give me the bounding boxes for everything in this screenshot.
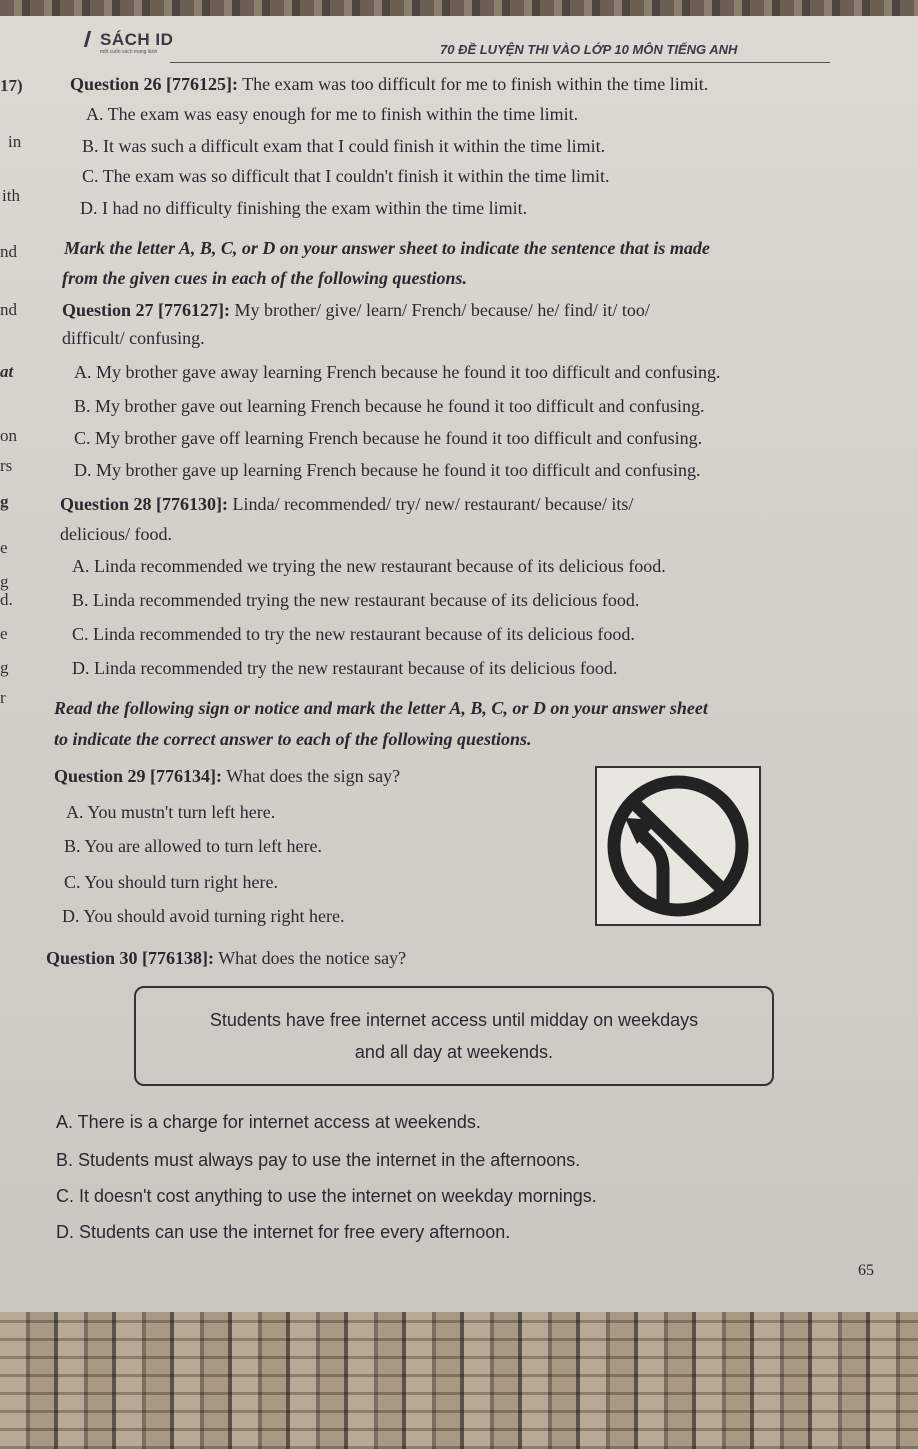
- q30-option-a: A. There is a charge for internet access at weekends.: [56, 1112, 481, 1132]
- q26-option-c: C. The exam was so difficult that I couldn't finish it within the time limit.: [82, 166, 610, 186]
- margin-fragment: at: [0, 362, 14, 381]
- q30-option-d: D. Students can use the internet for free every afternoon.: [56, 1222, 511, 1242]
- question-number: Question 28 [776130]:: [60, 494, 228, 514]
- margin-fragment: on: [0, 426, 17, 445]
- margin-fragment: in: [8, 132, 22, 151]
- q29-option-b: B. You are allowed to turn left here.: [64, 836, 322, 856]
- margin-fragment: nd: [0, 242, 17, 261]
- publisher-tagline: một cuốn sách mang lành: [100, 49, 158, 55]
- q26-option-a: A. The exam was easy enough for me to finish within the time limit.: [86, 104, 579, 124]
- margin-fragment: e: [0, 538, 8, 557]
- no-left-turn-sign: [595, 766, 761, 926]
- question-30: [46, 948, 406, 969]
- margin-fragment: r: [0, 688, 6, 707]
- margin-fragment: nd: [0, 300, 17, 319]
- q27-option-d: D. My brother gave up learning French because he found it too difficult and confusing.: [74, 460, 701, 480]
- q28-option-c: C. Linda recommended to try the new restaurant because of its delicious food.: [72, 624, 635, 644]
- q28-option-b: B. Linda recommended trying the new restaurant because of its delicious food.: [72, 590, 640, 610]
- q28-option-d: D. Linda recommended try the new restaurant because of its delicious food.: [72, 658, 618, 678]
- q26-option-d: D. I had no difficulty finishing the exam within the time limit.: [80, 198, 528, 218]
- margin-fragment: g: [0, 658, 9, 677]
- question-28: [60, 494, 633, 515]
- notice-line-1: Students have free internet access until midday on weekdays: [209, 1010, 699, 1030]
- q29-option-a: A. You mustn't turn left here.: [66, 802, 276, 822]
- question-prompt: The exam was too difficult for me to finish within the time limit.: [242, 74, 709, 94]
- notice-line-2: and all day at weekends.: [354, 1042, 554, 1062]
- q30-option-b: B. Students must always pay to use the internet in the afternoons.: [56, 1150, 581, 1170]
- question-number: Question 26 [776125]:: [70, 74, 238, 94]
- q30-option-c: C. It doesn't cost anything to use the internet on weekday mornings.: [56, 1186, 597, 1206]
- q29-option-c: C. You should turn right here.: [64, 872, 279, 892]
- question-27-prompt-cont: difficult/ confusing.: [62, 328, 205, 348]
- q27-option-b: B. My brother gave out learning French because he found it too difficult and confusing.: [74, 396, 705, 416]
- question-29: [54, 766, 400, 787]
- margin-fragment: 17): [0, 76, 23, 95]
- section-instruction-2-line2: to indicate the correct answer to each of the following questions.: [54, 729, 532, 749]
- question-26: [70, 74, 708, 95]
- book-page: [0, 16, 918, 1314]
- q27-option-a: A. My brother gave away learning French because he found it too difficult and confusing.: [74, 362, 721, 382]
- question-28-prompt-cont: delicious/ food.: [60, 524, 172, 544]
- margin-fragment: e: [0, 624, 8, 643]
- section-instruction-2-line1: Read the following sign or notice and mark the letter A, B, C, or D on your answer sheet: [54, 698, 708, 718]
- internet-access-notice: [134, 986, 774, 1086]
- margin-fragment: g: [0, 572, 9, 591]
- page-number: 65: [858, 1262, 874, 1279]
- publisher-logo: SÁCH ID: [86, 30, 173, 50]
- section-instruction-1-line2: from the given cues in each of the following questions.: [62, 268, 468, 288]
- question-prompt: What does the notice say?: [218, 948, 407, 968]
- q26-option-b: B. It was such a difficult exam that I could finish it within the time limit.: [82, 136, 606, 156]
- question-number: Question 30 [776138]:: [46, 948, 214, 968]
- book-title: 70 ĐỀ LUYỆN THI VÀO LỚP 10 MÔN TIẾNG ANH: [440, 42, 738, 57]
- question-prompt: What does the sign say?: [226, 766, 401, 786]
- margin-fragment: ith: [2, 186, 20, 205]
- no-left-turn-icon: [597, 768, 759, 924]
- background-bottom-strip: [0, 1312, 918, 1449]
- q29-option-d: D. You should avoid turning right here.: [62, 906, 345, 926]
- margin-fragment: g: [0, 492, 9, 511]
- question-prompt: My brother/ give/ learn/ French/ because/ he/ find/ it/ too/: [234, 300, 650, 320]
- question-27: [62, 300, 650, 321]
- question-number: Question 29 [776134]:: [54, 766, 222, 786]
- margin-fragment: rs: [0, 456, 13, 475]
- margin-fragment: d.: [0, 590, 13, 609]
- question-prompt: Linda/ recommended/ try/ new/ restaurant/ because/ its/: [232, 494, 634, 514]
- q27-option-c: C. My brother gave off learning French because he found it too difficult and confusing.: [74, 428, 703, 448]
- question-number: Question 27 [776127]:: [62, 300, 230, 320]
- header-divider: [170, 62, 830, 63]
- book-icon: [84, 31, 99, 47]
- q28-option-a: A. Linda recommended we trying the new restaurant because of its delicious food.: [72, 556, 666, 576]
- section-instruction-1-line1: Mark the letter A, B, C, or D on your answer sheet to indicate the sentence that is made: [64, 238, 710, 258]
